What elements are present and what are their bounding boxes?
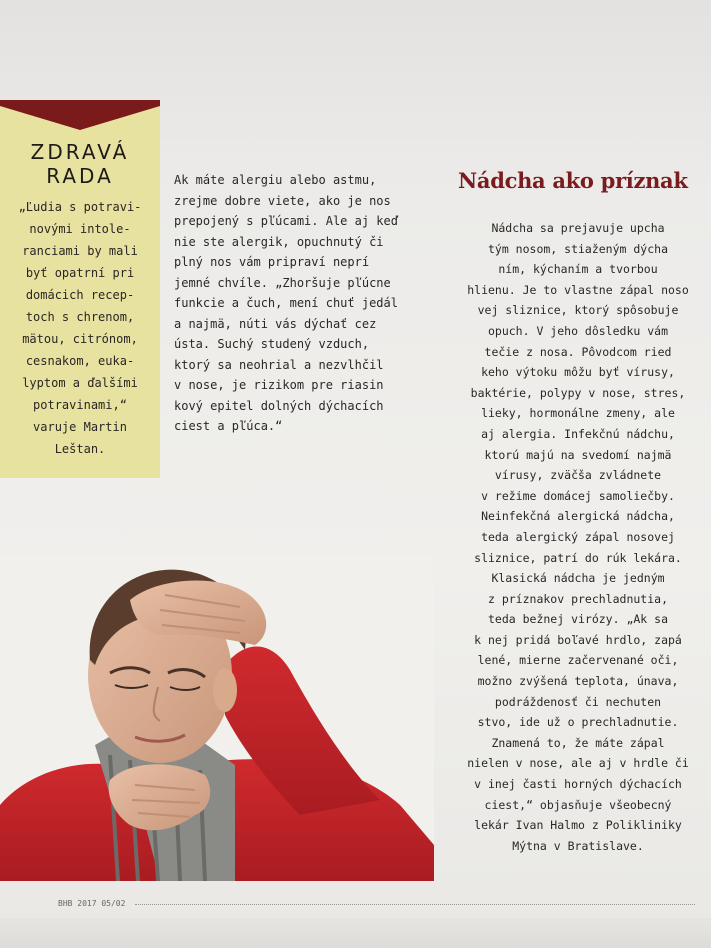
body-line: vej sliznice, ktorý spôsobuje: [477, 303, 679, 318]
body-line: ciest a pľúca.“: [174, 419, 283, 433]
body-line: sliznice, patrí do rúk lekára.: [474, 550, 682, 565]
quote-line: domácich recep-: [25, 288, 135, 302]
heading-line-2: RADA: [46, 164, 114, 188]
body-line: nie ste alergik, opuchnutý či: [174, 234, 384, 249]
health-tip-heading: [0, 140, 160, 188]
body-line: Znamená to, že máte zápal: [491, 735, 665, 750]
body-line: Neinfekčná alergická nádcha,: [481, 509, 675, 524]
quote-line: novými intole-: [29, 222, 131, 236]
quote-line: Leštan.: [54, 442, 106, 456]
body-line: a najmä, núti vás dýchať cez: [174, 316, 377, 331]
body-line: tečie z nosa. Pôvodcom ried: [484, 344, 672, 359]
body-line: Klasická nádcha je jedným: [491, 571, 665, 586]
sick-man-photo: [0, 555, 434, 881]
body-line: aj alergia. Infekčnú nádchu,: [481, 426, 675, 441]
body-line: zrejme dobre viete, ako je nos: [174, 193, 391, 208]
body-line: možno zvýšená teplota, únava,: [477, 674, 679, 689]
body-line: lieky, hormonálne zmeny, ale: [481, 406, 675, 421]
body-line: baktérie, polypy v nose, stres,: [470, 385, 686, 400]
section-title: Nádcha ako príznak: [458, 168, 688, 193]
body-line: podráždenosť či nechuten: [494, 694, 662, 709]
body-line: lené, mierne začervenané oči,: [477, 653, 679, 668]
body-line: ktorú majú na svedomí najmä: [484, 447, 672, 462]
quote-line: cesnakom, euka-: [25, 354, 135, 368]
quote-line: varuje Martin: [33, 420, 127, 434]
body-line: opuch. V jeho dôsledku vám: [487, 323, 668, 338]
man-illustration: [0, 555, 434, 881]
body-line: ciest,“ objasňuje všeobecný: [484, 797, 672, 812]
body-line: lekár Ivan Halmo z Polikliniky: [474, 818, 682, 833]
quote-line: toch s chrenom,: [25, 310, 135, 324]
body-line: hlienu. Je to vlastne zápal noso: [467, 282, 689, 297]
body-line: k nej pridá boľavé hrdlo, zapá: [474, 632, 682, 647]
heading-line-1: ZDRAVÁ: [30, 140, 130, 164]
health-tip-box: [0, 100, 160, 478]
body-line: v režime domácej samoliečby.: [481, 488, 675, 503]
body-line: prepojený s pľúcami. Ale aj keď: [174, 214, 398, 228]
ribbon-banner: [0, 100, 160, 130]
quote-line: byť opatrní pri: [25, 266, 135, 280]
body-line: ústa. Suchý studený vzduch,: [174, 337, 370, 351]
body-line: v nose, je rizikom pre riasin: [174, 378, 384, 392]
body-line: Ak máte alergiu alebo astmu,: [174, 173, 377, 187]
body-line: jemné chvíle. „Zhoršuje pľúcne: [174, 275, 391, 290]
body-line: z príznakov prechladnutia,: [487, 591, 668, 606]
footer-divider: [135, 904, 695, 905]
quote-line: ranciami by mali: [22, 244, 138, 258]
body-line: tým nosom, stiaženým dýcha: [487, 241, 668, 256]
body-line: plný nos vám pripraví neprí: [174, 255, 370, 269]
body-line: teda alergický zápal nosovej: [481, 529, 675, 544]
body-line: Nádcha sa prejavuje upcha: [491, 221, 665, 235]
quote-line: mätou, citrónom,: [22, 332, 138, 346]
quote-line: lyptom a ďalšími: [22, 376, 138, 390]
article-column-1: [174, 170, 430, 437]
page-edge: [0, 918, 711, 948]
body-line: ktorý sa neohrial a nezvlhčil: [174, 357, 384, 372]
page-footer: BHB 2017 05/02: [58, 899, 126, 908]
body-line: funkcie a čuch, mení chuť jedál: [174, 296, 398, 310]
health-tip-quote: [6, 196, 154, 460]
body-line: Mýtna v Bratislave.: [512, 838, 644, 853]
body-line: kový epitel dolných dýchacích: [174, 398, 384, 413]
body-line: teda bežnej virózy. „Ak sa: [487, 612, 668, 627]
article-column-2: [450, 218, 706, 856]
body-line: ním, kýchaním a tvorbou: [498, 262, 658, 277]
body-line: v inej časti horných dýchacích: [474, 777, 682, 792]
body-line: nielen v nose, ale aj v hrdle či: [467, 756, 689, 771]
body-line: vírusy, zväčša zvládnete: [494, 468, 662, 483]
body-line: keho výtoku môžu byť vírusy,: [481, 365, 675, 380]
quote-line: „Ľudia s potravi-: [18, 200, 142, 214]
body-line: stvo, ide už o prechladnutie.: [477, 715, 679, 730]
quote-line: potravinami,“: [33, 398, 127, 412]
